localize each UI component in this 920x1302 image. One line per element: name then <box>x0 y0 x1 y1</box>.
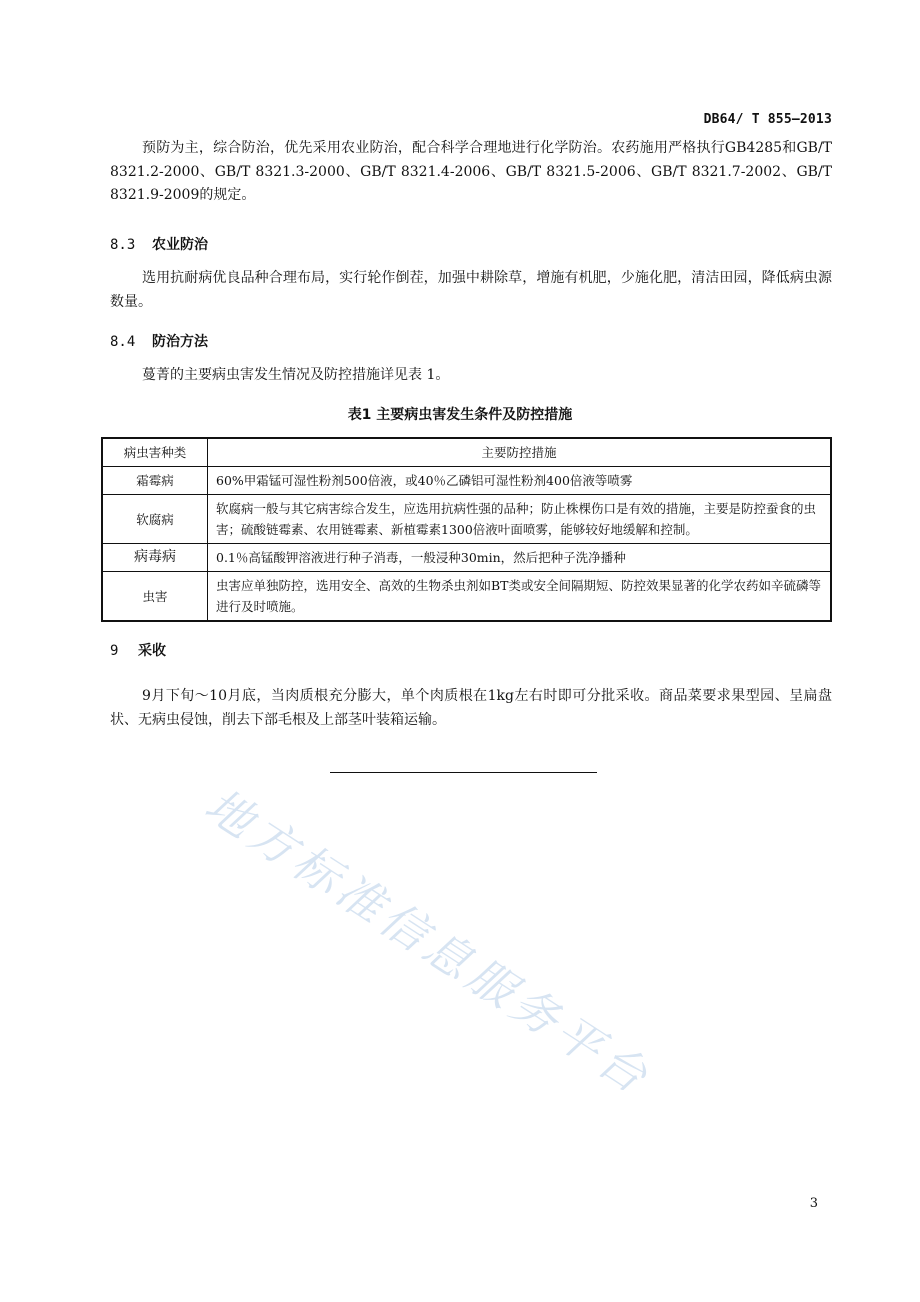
measure-cell: 虫害应单独防控，选用安全、高效的生物杀虫剂如BT类或安全间隔期短、防控效果显著的化学农药如辛硫磷等进行及时喷施。 <box>208 572 832 622</box>
section-title: 防治方法 <box>152 334 208 350</box>
section-8-3-paragraph: 选用抗耐病优良品种合理布局，实行轮作倒茬，加强中耕除草，增施有机肥，少施化肥，清洁田园，降低病虫源数量。 <box>110 270 832 310</box>
section-8-3-heading <box>110 234 208 254</box>
pest-type-cell: 病毒病 <box>102 544 208 572</box>
section-number: 8.3 <box>110 237 136 253</box>
measure-cell: 0.1％高锰酸钾溶液进行种子消毒，一般浸种30min，然后把种子洗净播种 <box>208 544 832 572</box>
section-title: 采收 <box>138 643 166 659</box>
section-9-paragraph: 9月下旬～10月底，当肉质根充分膨大，单个肉质根在1kg左右时即可分批采收。商品菜要求果型园、呈扁盘状、无病虫侵蚀，削去下部毛根及上部茎叶装箱运输。 <box>110 688 832 728</box>
pest-type-cell: 虫害 <box>102 572 208 622</box>
section-8-4-heading <box>110 331 208 351</box>
section-title: 农业防治 <box>152 237 208 253</box>
table-header-row <box>102 438 831 467</box>
pest-type-cell: 软腐病 <box>102 495 208 544</box>
measure-cell: 软腐病一般与其它病害综合发生，应选用抗病性强的品种；防止株棵伤口是有效的措施，主要是防控蚕食的虫害；硫酸链霉素、农用链霉素、新植霉素1300倍液叶面喷雾，能够较好地缓解和控制。 <box>208 495 832 544</box>
pest-type-cell: 霜霉病 <box>102 467 208 495</box>
table-row <box>102 467 831 495</box>
column-header-measures: 主要防控措施 <box>208 438 832 467</box>
measure-cell: 60%甲霜锰可湿性粉剂500倍液，或40％乙磷铝可湿性粉剂400倍液等喷雾 <box>208 467 832 495</box>
section-9-heading <box>110 640 166 660</box>
pest-control-table <box>101 437 832 622</box>
section-number: 9 <box>110 643 119 659</box>
table-row <box>102 495 831 544</box>
table-caption: 表1 主要病虫害发生条件及防控措施 <box>347 407 573 423</box>
watermark: 地方标准信息服务平台 <box>195 777 662 1107</box>
page-number: 3 <box>809 1196 818 1211</box>
intro-paragraph: 预防为主，综合防治，优先采用农业防治，配合科学合理地进行化学防治。农药施用严格执行GB4285和GB/T 8321.2-2000、GB/T 8321.3-2000、GB/T 8321.4-2006、GB/T 8321.5-2006、GB/T 8321.7-2002、GB/T 8321.9-2009的规定。 <box>110 140 832 203</box>
end-rule <box>330 772 597 773</box>
column-header-type: 病虫害种类 <box>102 438 208 467</box>
table-row <box>102 544 831 572</box>
table-row <box>102 572 831 622</box>
document-code: DB64/ T 855—2013 <box>703 112 832 127</box>
section-number: 8.4 <box>110 334 136 350</box>
section-8-4-paragraph: 蔓菁的主要病虫害发生情况及防控措施详见表 1。 <box>142 367 450 383</box>
